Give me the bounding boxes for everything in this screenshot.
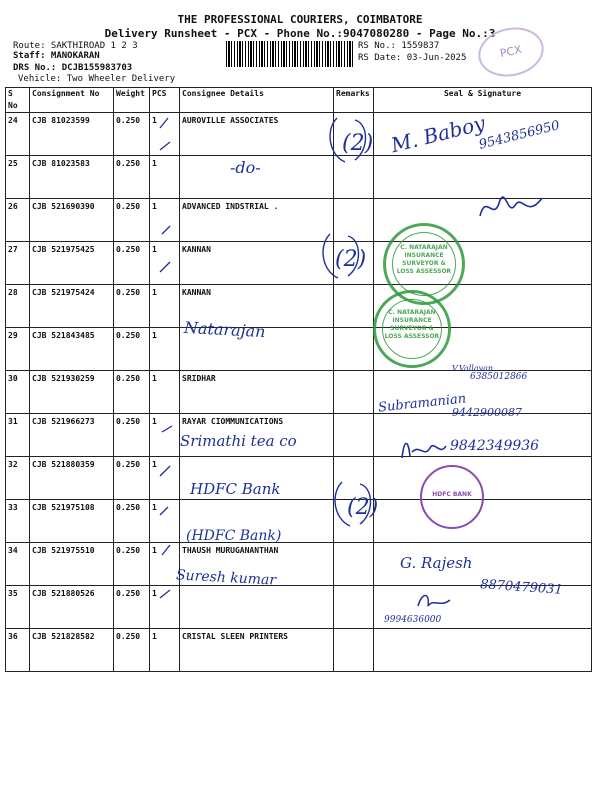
remark-mark — [330, 474, 390, 532]
col-remarks: Remarks — [334, 88, 374, 113]
col-sno: S No — [6, 88, 30, 113]
phone-number: 9994636000 — [384, 615, 442, 625]
route-label: Route: SAKTHIROAD 1 2 3 — [13, 41, 138, 51]
row-sno: 36 — [6, 629, 30, 672]
row-pcs: 1 — [150, 500, 180, 543]
row-sno: 27 — [6, 242, 30, 285]
row-pcs: 1 — [150, 414, 180, 457]
natarajan-handwriting: Natarajan — [183, 317, 266, 342]
srimathi-handwriting: Srimathi tea co — [180, 432, 297, 450]
row-pcs: 1 — [150, 156, 180, 199]
remark-mark — [325, 110, 385, 168]
col-pcs: PCS — [150, 88, 180, 113]
row-weight: 0.250 — [114, 113, 150, 156]
col-weight: Weight — [114, 88, 150, 113]
row-consignment: CJB 521975108 — [30, 500, 114, 543]
row-pcs: 1 — [150, 328, 180, 371]
vehicle-label: Vehicle: Two Wheeler Delivery — [18, 74, 176, 84]
row-sno: 35 — [6, 586, 30, 629]
row-pcs: 1 — [150, 285, 180, 328]
row-consignment: CJB 521828582 — [30, 629, 114, 672]
row-consignment: CJB 521690390 — [30, 199, 114, 242]
hdfc-handwriting: HDFC Bank — [190, 480, 281, 498]
signature-scribble — [414, 590, 454, 612]
rs-date: RS Date: 03-Jun-2025 — [358, 53, 467, 63]
row-sno: 32 — [6, 457, 30, 500]
row-weight: 0.250 — [114, 500, 150, 543]
row-pcs: 1 — [150, 113, 180, 156]
row-sno: 33 — [6, 500, 30, 543]
row-consignee: THAUSH MURUGANANTHAN — [180, 543, 334, 586]
hdfc-handwriting-2: (HDFC Bank) — [186, 528, 282, 544]
row-weight: 0.250 — [114, 629, 150, 672]
runsheet-subtitle: Delivery Runsheet - PCX - Phone No.:9047080280 - Page No.:3 — [104, 27, 496, 40]
col-consignee: Consignee Details — [180, 88, 334, 113]
col-consignment: Consignment No — [30, 88, 114, 113]
remark-text: (2) — [342, 131, 374, 156]
row-sno: 29 — [6, 328, 30, 371]
suresh-handwriting: Suresh kumar — [175, 567, 277, 589]
signature-g: G. Rajesh — [400, 554, 473, 572]
col-seal-signature: Seal & Signature — [374, 88, 592, 113]
row-consignment: CJB 521880359 — [30, 457, 114, 500]
drs-label: DRS No.: DCJB155983703 — [13, 63, 133, 73]
row-consignee: KANNAN — [180, 285, 334, 328]
phone-number: 6385012866 — [470, 372, 528, 382]
remark-text: (2) — [335, 247, 367, 272]
ditto-handwriting: -do- — [230, 158, 261, 177]
row-consignment: CJB 521975425 — [30, 242, 114, 285]
seal-text: C. NATARAJAN INSURANCE SURVEYOR & LOSS ASSESSOR — [384, 309, 440, 340]
row-pcs: 1 — [150, 629, 180, 672]
row-weight: 0.250 — [114, 371, 150, 414]
rs-number: RS No.: 1559837 — [358, 41, 440, 51]
row-sno: 26 — [6, 199, 30, 242]
row-pcs: 1 — [150, 242, 180, 285]
bank-seal-text: HDFC BANK — [432, 491, 472, 498]
row-weight: 0.250 — [114, 457, 150, 500]
row-consignment: CJB 521966273 — [30, 414, 114, 457]
row-consignment: CJB 521843485 — [30, 328, 114, 371]
row-pcs: 1 — [150, 371, 180, 414]
row-consignee: SRIDHAR — [180, 371, 334, 414]
phone-number: 9543856950 — [477, 118, 562, 153]
row-weight: 0.250 — [114, 199, 150, 242]
remark-mark — [318, 226, 378, 284]
row-sno: 34 — [6, 543, 30, 586]
row-consignment: CJB 81023599 — [30, 113, 114, 156]
row-weight: 0.250 — [114, 543, 150, 586]
row-pcs: 1 — [150, 543, 180, 586]
signature-scribble — [476, 188, 546, 228]
row-consignment: CJB 521975424 — [30, 285, 114, 328]
signature-v: V.Vallavan — [452, 364, 494, 373]
row-sno: 25 — [6, 156, 30, 199]
staff-label: Staff: MANOKARAN — [13, 51, 100, 61]
pcx-stamp: PCX — [474, 22, 549, 83]
row-weight: 0.250 — [114, 156, 150, 199]
row-consignee: ADVANCED INDSTRIAL . — [180, 199, 334, 242]
row-pcs: 1 — [150, 457, 180, 500]
row-pcs: 1 — [150, 199, 180, 242]
row-consignee: RAYAR CIOMMUNICATIONS — [180, 414, 334, 457]
signature-s: Subramanian — [377, 391, 467, 416]
row-weight: 0.250 — [114, 586, 150, 629]
row-consignee: KANNAN — [180, 242, 334, 285]
row-consignment: CJB 521930259 — [30, 371, 114, 414]
company-title: THE PROFESSIONAL COURIERS, COIMBATORE — [177, 13, 423, 26]
phone-number: 8870479031 — [479, 577, 564, 598]
signature-m: M. Baboy — [388, 110, 488, 158]
remark-text: (2) — [347, 495, 379, 520]
row-sno: 28 — [6, 285, 30, 328]
row-consignment: CJB 521880526 — [30, 586, 114, 629]
row-weight: 0.250 — [114, 328, 150, 371]
row-sno: 31 — [6, 414, 30, 457]
row-sno: 24 — [6, 113, 30, 156]
row-weight: 0.250 — [114, 414, 150, 457]
seal-text: C. NATARAJAN INSURANCE SURVEYOR & LOSS ASSESSOR — [396, 244, 452, 275]
row-weight: 0.250 — [114, 242, 150, 285]
row-sno: 30 — [6, 371, 30, 414]
row-consignment: CJB 521975510 — [30, 543, 114, 586]
row-consignee: AUROVILLE ASSOCIATES — [180, 113, 334, 156]
signature-scribble — [398, 434, 448, 464]
row-pcs: 1 — [150, 586, 180, 629]
insurance-seal — [373, 290, 451, 368]
row-weight: 0.250 — [114, 285, 150, 328]
row-consignment: CJB 81023583 — [30, 156, 114, 199]
bank-seal — [420, 465, 484, 529]
row-consignee: CRISTAL SLEEN PRINTERS — [180, 629, 334, 672]
phone-number: 9842349936 — [450, 438, 540, 454]
phone-number: 9442900087 — [452, 406, 522, 419]
